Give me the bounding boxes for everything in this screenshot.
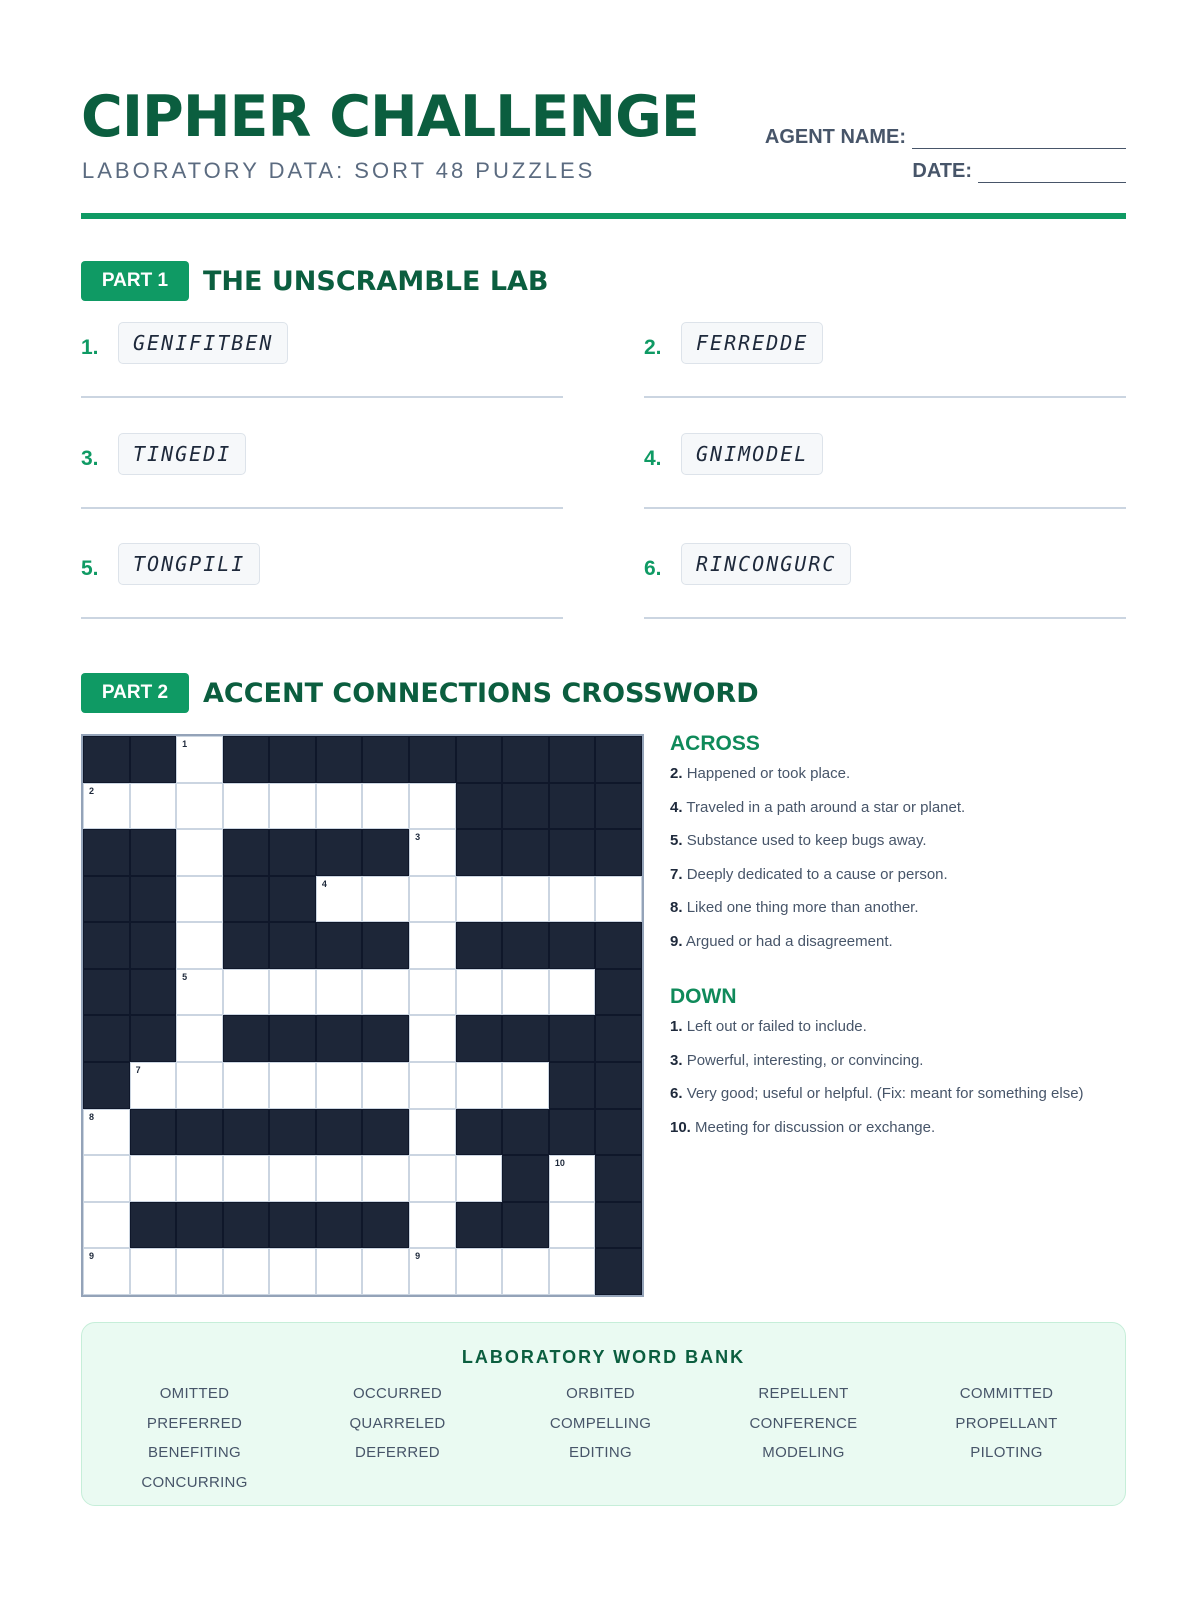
crossword-cell[interactable] bbox=[316, 1062, 363, 1109]
cell-number: 9 bbox=[415, 1251, 421, 1262]
crossword-block bbox=[595, 1109, 642, 1156]
crossword-grid bbox=[81, 734, 644, 1297]
answer-line[interactable] bbox=[644, 507, 1126, 509]
crossword-block bbox=[502, 736, 549, 783]
cell-number: 1 bbox=[182, 739, 188, 749]
crossword-block bbox=[130, 1109, 177, 1156]
crossword-cell[interactable] bbox=[176, 876, 223, 923]
word-bank-title: LABORATORY WORD BANK bbox=[461, 1347, 746, 1367]
crossword-block bbox=[502, 1109, 549, 1156]
crossword-cell[interactable] bbox=[176, 1248, 223, 1295]
crossword-block bbox=[269, 1015, 316, 1062]
crossword-block bbox=[502, 1202, 549, 1249]
word-bank-word: DEFERRED bbox=[355, 1444, 440, 1461]
crossword-cell[interactable] bbox=[83, 1202, 130, 1249]
crossword-block bbox=[316, 1109, 363, 1156]
crossword-cell[interactable] bbox=[223, 1062, 270, 1109]
crossword-block bbox=[549, 1062, 596, 1109]
item-number: 2. bbox=[644, 336, 662, 359]
crossword-cell[interactable] bbox=[130, 1155, 177, 1202]
crossword-block bbox=[595, 922, 642, 969]
crossword-cell[interactable] bbox=[502, 969, 549, 1016]
crossword-cell[interactable] bbox=[549, 1155, 596, 1202]
crossword-block bbox=[130, 876, 177, 923]
crossword-cell[interactable] bbox=[595, 876, 642, 923]
header-divider bbox=[81, 213, 1126, 219]
crossword-block bbox=[502, 1015, 549, 1062]
crossword-block bbox=[316, 1202, 363, 1249]
part2-badge: PART 2 bbox=[81, 673, 189, 713]
crossword-block bbox=[223, 1109, 270, 1156]
crossword-block bbox=[362, 736, 409, 783]
crossword-block bbox=[595, 829, 642, 876]
down-heading: DOWN bbox=[670, 985, 737, 1008]
agent-name-field[interactable] bbox=[765, 126, 1126, 149]
crossword-cell[interactable] bbox=[362, 1155, 409, 1202]
word-bank-word: REPELLENT bbox=[758, 1385, 849, 1402]
crossword-cell[interactable] bbox=[269, 1155, 316, 1202]
answer-line[interactable] bbox=[81, 396, 563, 398]
crossword-block bbox=[130, 829, 177, 876]
crossword-cell[interactable] bbox=[223, 969, 270, 1016]
unscramble-item bbox=[644, 543, 1126, 635]
crossword-cell[interactable] bbox=[409, 783, 456, 830]
crossword-block bbox=[130, 969, 177, 1016]
across-clue: 5. Substance used to keep bugs away. bbox=[670, 832, 927, 849]
crossword-block bbox=[456, 1015, 503, 1062]
crossword-block bbox=[456, 783, 503, 830]
crossword-cell[interactable] bbox=[316, 876, 363, 923]
crossword-cell[interactable] bbox=[362, 1062, 409, 1109]
crossword-block bbox=[316, 736, 363, 783]
crossword-block bbox=[223, 1015, 270, 1062]
crossword-block bbox=[223, 876, 270, 923]
crossword-cell[interactable] bbox=[456, 1155, 503, 1202]
cell-number: 2 bbox=[89, 785, 95, 796]
scrambled-word: GENIFITBEN bbox=[118, 322, 288, 364]
crossword-cell[interactable] bbox=[176, 1015, 223, 1062]
crossword-cell[interactable] bbox=[409, 1248, 456, 1295]
crossword-cell[interactable] bbox=[176, 783, 223, 830]
crossword-block bbox=[502, 783, 549, 830]
crossword-block bbox=[595, 969, 642, 1016]
crossword-block bbox=[362, 922, 409, 969]
crossword-cell[interactable] bbox=[409, 1202, 456, 1249]
crossword-cell[interactable] bbox=[316, 783, 363, 830]
date-line[interactable] bbox=[978, 163, 1126, 183]
crossword-cell[interactable] bbox=[456, 969, 503, 1016]
crossword-block bbox=[595, 1062, 642, 1109]
crossword-cell[interactable] bbox=[549, 969, 596, 1016]
word-bank-word: OMITTED bbox=[159, 1385, 230, 1402]
part2-title: ACCENT CONNECTIONS CROSSWORD bbox=[203, 677, 759, 709]
word-bank-word: CONFERENCE bbox=[749, 1414, 858, 1432]
unscramble-item bbox=[644, 322, 1126, 414]
crossword-block bbox=[362, 1202, 409, 1249]
cell-number: 7 bbox=[135, 1065, 141, 1076]
crossword-cell[interactable] bbox=[83, 783, 130, 830]
word-bank-word: QUARRELED bbox=[349, 1414, 446, 1432]
crossword-cell[interactable] bbox=[223, 783, 270, 830]
answer-line[interactable] bbox=[644, 617, 1126, 619]
part1-heading bbox=[81, 261, 549, 301]
crossword-block bbox=[269, 922, 316, 969]
scrambled-word: RINCONGURC bbox=[681, 543, 851, 585]
across-clue: 8. Liked one thing more than another. bbox=[670, 899, 919, 916]
crossword-cell[interactable] bbox=[223, 1155, 270, 1202]
crossword-cell[interactable] bbox=[362, 1248, 409, 1295]
word-bank-word: CONCURRING bbox=[141, 1473, 248, 1491]
word-bank bbox=[81, 1322, 1126, 1506]
cell-number: 8 bbox=[89, 1111, 95, 1122]
crossword-block bbox=[595, 1015, 642, 1062]
crossword-block bbox=[549, 1015, 596, 1062]
agent-name-label: AGENT NAME: bbox=[764, 126, 906, 148]
crossword-block bbox=[269, 1109, 316, 1156]
word-bank-word: MODELING bbox=[762, 1444, 845, 1461]
crossword-cell[interactable] bbox=[316, 1155, 363, 1202]
across-heading: ACROSS bbox=[670, 732, 760, 755]
scrambled-word: TONGPILI bbox=[118, 543, 260, 585]
crossword-cell[interactable] bbox=[502, 876, 549, 923]
word-bank-word: ORBITED bbox=[566, 1385, 635, 1402]
answer-line[interactable] bbox=[644, 396, 1126, 398]
clue-list bbox=[670, 732, 1130, 1151]
cell-number: 4 bbox=[321, 878, 327, 889]
item-number: 4. bbox=[644, 447, 662, 470]
crossword-cell[interactable] bbox=[409, 969, 456, 1016]
across-clue: 4. Traveled in a path around a star or planet. bbox=[670, 798, 966, 816]
crossword-block bbox=[316, 1015, 363, 1062]
crossword-cell[interactable] bbox=[83, 1109, 130, 1156]
crossword-cell[interactable] bbox=[549, 876, 596, 923]
answer-line[interactable] bbox=[81, 617, 563, 619]
crossword-block bbox=[595, 1248, 642, 1295]
crossword-block bbox=[269, 829, 316, 876]
unscramble-item bbox=[81, 322, 563, 414]
agent-name-line[interactable] bbox=[912, 129, 1126, 149]
part2-heading bbox=[81, 673, 759, 713]
crossword-block bbox=[269, 1202, 316, 1249]
crossword-block bbox=[502, 829, 549, 876]
part1-badge: PART 1 bbox=[81, 261, 189, 301]
crossword-cell[interactable] bbox=[409, 829, 456, 876]
word-bank-word: EDITING bbox=[569, 1444, 632, 1461]
unscramble-item bbox=[644, 433, 1126, 525]
crossword-block bbox=[409, 736, 456, 783]
crossword-block bbox=[316, 829, 363, 876]
item-number: 5. bbox=[81, 557, 99, 580]
crossword-cell[interactable] bbox=[269, 783, 316, 830]
down-clue: 6. Very good; useful or helpful. (Fix: meant for something else) bbox=[670, 1085, 1084, 1102]
crossword-block bbox=[83, 876, 130, 923]
crossword-block bbox=[223, 1202, 270, 1249]
crossword-block bbox=[549, 829, 596, 876]
crossword-cell[interactable] bbox=[502, 1062, 549, 1109]
crossword-block bbox=[502, 922, 549, 969]
crossword-cell[interactable] bbox=[409, 922, 456, 969]
crossword-cell[interactable] bbox=[269, 969, 316, 1016]
worksheet-title: CIPHER CHALLENGE bbox=[81, 84, 699, 150]
crossword-block bbox=[269, 876, 316, 923]
down-clue: 1. Left out or failed to include. bbox=[670, 1018, 867, 1035]
answer-line[interactable] bbox=[81, 507, 563, 509]
crossword-block bbox=[362, 829, 409, 876]
date-label: DATE: bbox=[912, 160, 972, 182]
crossword-cell[interactable] bbox=[83, 1155, 130, 1202]
worksheet-header bbox=[81, 78, 1126, 222]
crossword-block bbox=[456, 922, 503, 969]
crossword-cell[interactable] bbox=[223, 1248, 270, 1295]
crossword-block bbox=[549, 783, 596, 830]
crossword-block bbox=[83, 1062, 130, 1109]
crossword-cell[interactable] bbox=[176, 1062, 223, 1109]
across-clue: 7. Deeply dedicated to a cause or person. bbox=[670, 865, 948, 883]
crossword-cell[interactable] bbox=[549, 1202, 596, 1249]
crossword-block bbox=[223, 829, 270, 876]
crossword-cell[interactable] bbox=[176, 829, 223, 876]
crossword-block bbox=[549, 1109, 596, 1156]
crossword-cell[interactable] bbox=[409, 1062, 456, 1109]
crossword-cell[interactable] bbox=[409, 1155, 456, 1202]
crossword-cell[interactable] bbox=[409, 1109, 456, 1156]
crossword-block bbox=[549, 922, 596, 969]
crossword-block bbox=[316, 922, 363, 969]
word-bank-word: OCCURRED bbox=[352, 1385, 443, 1402]
word-bank-word: PILOTING bbox=[970, 1444, 1043, 1461]
item-number: 1. bbox=[81, 336, 99, 359]
crossword-block bbox=[456, 829, 503, 876]
crossword-block bbox=[130, 736, 177, 783]
crossword-block bbox=[130, 1202, 177, 1249]
crossword-block bbox=[176, 1202, 223, 1249]
crossword-cell[interactable] bbox=[130, 1248, 177, 1295]
crossword-block bbox=[595, 1202, 642, 1249]
down-clue: 10. Meeting for discussion or exchange. bbox=[670, 1118, 936, 1136]
crossword-cell[interactable] bbox=[176, 969, 223, 1016]
item-number: 6. bbox=[644, 557, 662, 580]
part1-title: THE UNSCRAMBLE LAB bbox=[203, 265, 549, 297]
crossword-cell[interactable] bbox=[456, 1248, 503, 1295]
unscramble-item bbox=[81, 543, 563, 635]
cell-number: 10 bbox=[554, 1158, 565, 1169]
crossword-cell[interactable] bbox=[316, 1248, 363, 1295]
across-clue: 9. Argued or had a disagreement. bbox=[670, 932, 893, 950]
crossword-cell[interactable] bbox=[456, 876, 503, 923]
crossword-block bbox=[456, 1109, 503, 1156]
crossword-block bbox=[456, 736, 503, 783]
crossword-cell[interactable] bbox=[83, 1248, 130, 1295]
down-clue: 3. Powerful, interesting, or convincing. bbox=[670, 1051, 924, 1069]
crossword-cell[interactable] bbox=[130, 1062, 177, 1109]
crossword-cell[interactable] bbox=[316, 969, 363, 1016]
cell-number: 3 bbox=[415, 832, 421, 843]
crossword-cell[interactable] bbox=[549, 1248, 596, 1295]
crossword-block bbox=[130, 922, 177, 969]
crossword-block bbox=[549, 736, 596, 783]
crossword-block bbox=[223, 922, 270, 969]
crossword-block bbox=[595, 1155, 642, 1202]
crossword-block bbox=[362, 1015, 409, 1062]
item-number: 3. bbox=[81, 447, 99, 470]
crossword-cell[interactable] bbox=[362, 783, 409, 830]
crossword-cell[interactable] bbox=[269, 1248, 316, 1295]
crossword-cell[interactable] bbox=[502, 1248, 549, 1295]
crossword-block bbox=[456, 1202, 503, 1249]
crossword-block bbox=[595, 783, 642, 830]
word-bank-word: COMMITTED bbox=[959, 1385, 1054, 1402]
crossword-block bbox=[83, 829, 130, 876]
crossword-cell[interactable] bbox=[409, 1015, 456, 1062]
unscramble-item bbox=[81, 433, 563, 525]
worksheet-subtitle: LABORATORY DATA: SORT 48 PUZZLES bbox=[82, 158, 596, 183]
cell-number: 9 bbox=[89, 1251, 95, 1262]
scrambled-word: GNIMODEL bbox=[681, 433, 823, 475]
scrambled-word: TINGEDI bbox=[118, 433, 246, 475]
crossword-block bbox=[269, 736, 316, 783]
word-bank-word: COMPELLING bbox=[549, 1414, 652, 1432]
crossword-cell[interactable] bbox=[130, 783, 177, 830]
crossword-block bbox=[83, 922, 130, 969]
word-bank-list bbox=[93, 1379, 1108, 1497]
crossword-cell[interactable] bbox=[456, 1062, 503, 1109]
word-bank-word: PREFERRED bbox=[146, 1414, 243, 1432]
word-bank-word: PROPELLANT bbox=[955, 1414, 1058, 1432]
crossword-cell[interactable] bbox=[362, 876, 409, 923]
crossword-block bbox=[83, 1015, 130, 1062]
crossword-block bbox=[176, 1109, 223, 1156]
crossword-cell[interactable] bbox=[176, 1155, 223, 1202]
date-field[interactable] bbox=[912, 160, 1126, 183]
across-clue: 2. Happened or took place. bbox=[670, 765, 851, 782]
crossword-block bbox=[83, 969, 130, 1016]
scrambled-word: FERREDDE bbox=[681, 322, 823, 364]
crossword-cell[interactable] bbox=[176, 736, 223, 783]
crossword-block bbox=[223, 736, 270, 783]
crossword-cell[interactable] bbox=[362, 969, 409, 1016]
word-bank-word: BENEFITING bbox=[147, 1444, 241, 1461]
crossword-cell[interactable] bbox=[269, 1062, 316, 1109]
crossword-block bbox=[130, 1015, 177, 1062]
crossword-cell[interactable] bbox=[409, 876, 456, 923]
crossword-block bbox=[362, 1109, 409, 1156]
crossword-block bbox=[502, 1155, 549, 1202]
cell-number: 5 bbox=[182, 971, 188, 982]
crossword-block bbox=[595, 736, 642, 783]
crossword-cell[interactable] bbox=[176, 922, 223, 969]
crossword-block bbox=[83, 736, 130, 783]
